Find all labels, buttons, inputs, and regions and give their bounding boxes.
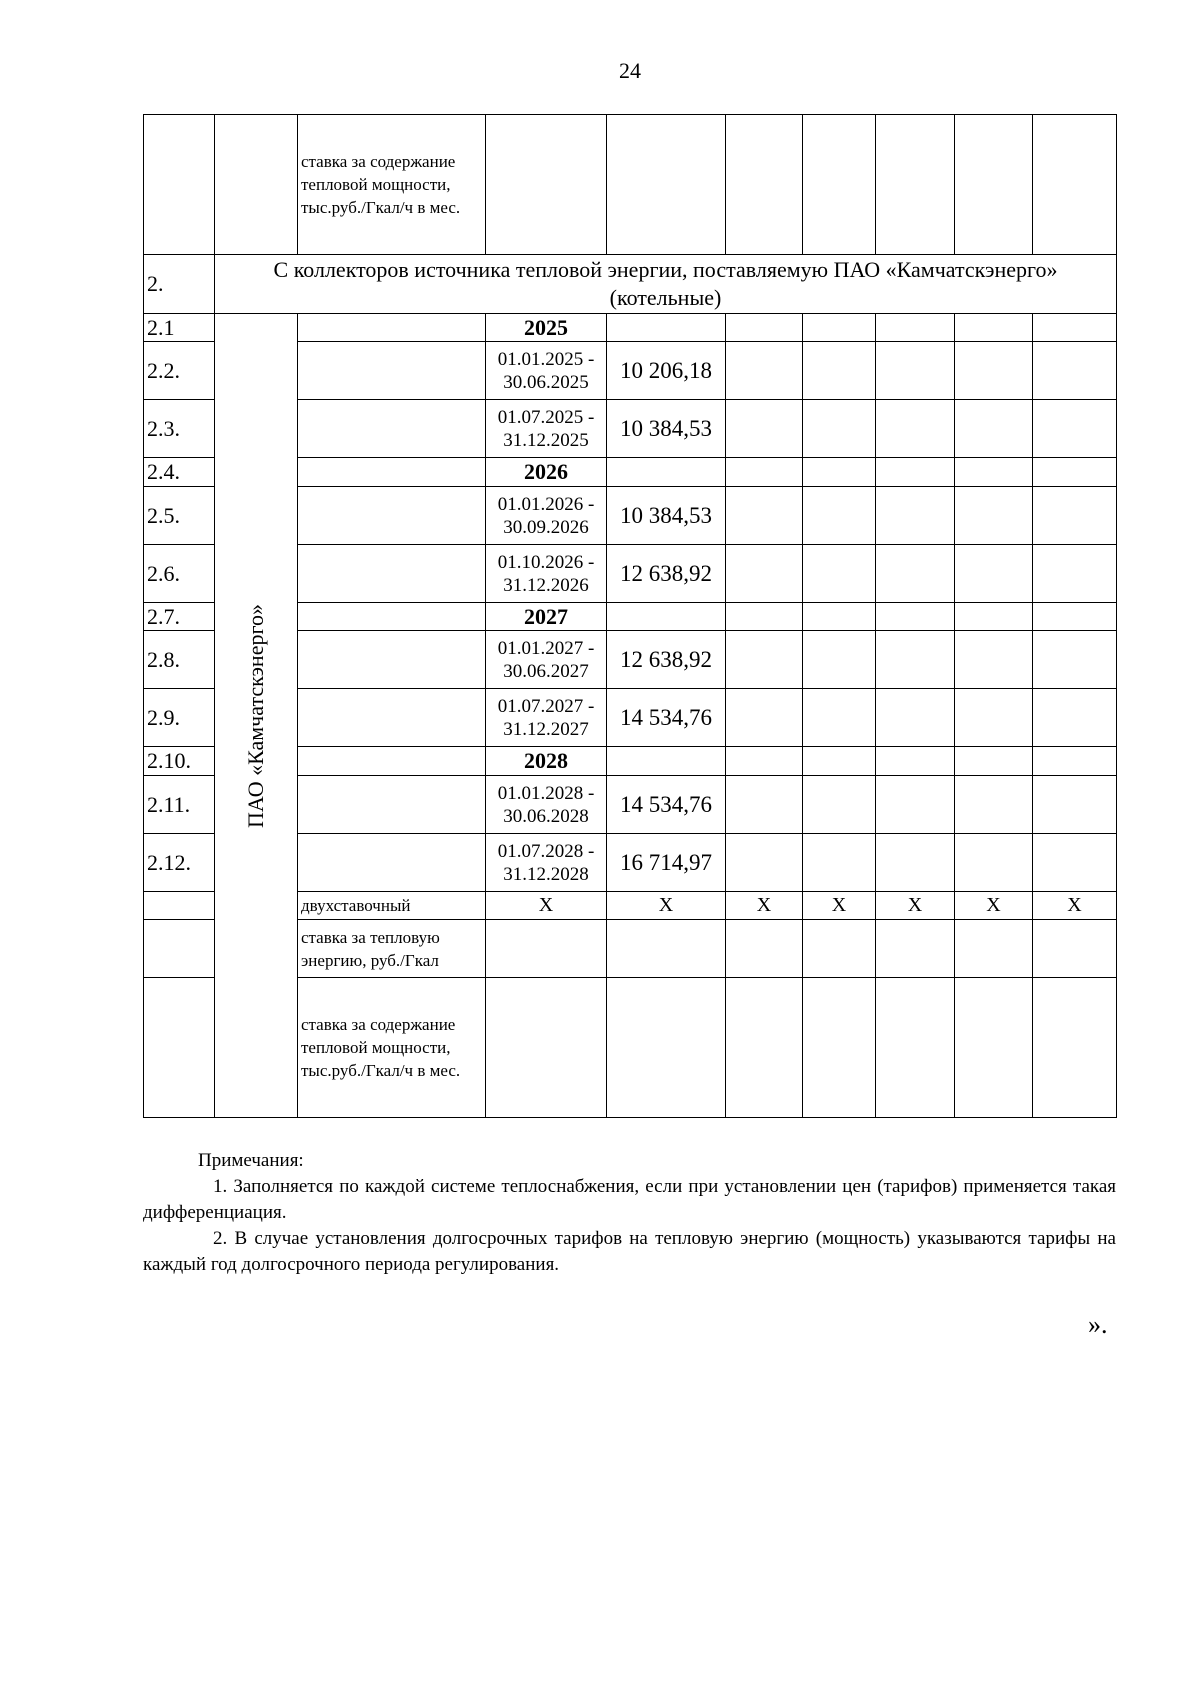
x-mark: Х — [955, 892, 1033, 920]
period-cell: 01.01.2028 - 30.06.2028 — [486, 776, 607, 834]
period-cell: 01.07.2027 - 31.12.2027 — [486, 689, 607, 747]
tariff-value: 12 638,92 — [607, 631, 726, 689]
section-number: 2. — [144, 255, 215, 314]
x-mark: Х — [486, 892, 607, 920]
row-number: 2.8. — [144, 631, 215, 689]
row-number: 2.4. — [144, 458, 215, 487]
period-cell: 01.01.2027 - 30.06.2027 — [486, 631, 607, 689]
organization-cell — [215, 314, 298, 1118]
tariff-table — [143, 114, 1117, 1118]
capacity-rate-label: ставка за содержание тепловой мощности, тыс.руб./Гкал/ч в мес. — [298, 115, 486, 255]
row-number: 2.5. — [144, 487, 215, 545]
row-number: 2.12. — [144, 834, 215, 892]
period-cell: 01.01.2025 - 30.06.2025 — [486, 342, 607, 400]
organization-name: ПАО «Камчатскэнерго» — [243, 603, 268, 828]
row-number: 2.3. — [144, 400, 215, 458]
capacity-rate-label: ставка за содержание тепловой мощности, тыс.руб./Гкал/ч в мес. — [298, 978, 486, 1118]
two-part-label: двухставочный — [298, 892, 486, 920]
notes-heading: Примечания: — [198, 1150, 304, 1171]
closing-quote: ». — [1088, 1310, 1108, 1339]
period-cell: 01.07.2028 - 31.12.2028 — [486, 834, 607, 892]
row-number: 2.7. — [144, 603, 215, 631]
year-label: 2027 — [486, 603, 607, 631]
tariff-value: 12 638,92 — [607, 545, 726, 603]
row-number: 2.9. — [144, 689, 215, 747]
section-title: С коллекторов источника тепловой энергии, поставляемую ПАО «Камчатскэнерго» (котельные) — [215, 255, 1117, 314]
period-cell: 01.01.2026 - 30.09.2026 — [486, 487, 607, 545]
x-mark: Х — [803, 892, 876, 920]
row-number: 2.2. — [144, 342, 215, 400]
notes-section — [143, 1148, 1116, 1278]
x-mark: Х — [1033, 892, 1117, 920]
year-label: 2028 — [486, 747, 607, 776]
tariff-value: 10 384,53 — [607, 487, 726, 545]
year-label: 2025 — [486, 314, 607, 342]
row-number: 2.1 — [144, 314, 215, 342]
page-number: 24 — [619, 58, 641, 83]
year-label: 2026 — [486, 458, 607, 487]
tariff-value: 10 384,53 — [607, 400, 726, 458]
section-header-row — [144, 255, 1117, 314]
table-row — [144, 115, 1117, 255]
row-number: 2.6. — [144, 545, 215, 603]
note-item: 2. В случае установления долгосрочных тарифов на тепловую энергию (мощность) указываются тарифы на каждый год долгосрочного периода регулирования. — [143, 1228, 1116, 1275]
period-cell: 01.07.2025 - 31.12.2025 — [486, 400, 607, 458]
note-item: 1. Заполняется по каждой системе теплоснабжения, если при установлении цен (тарифов) применяется такая дифференциация. — [143, 1176, 1116, 1223]
row-number: 2.10. — [144, 747, 215, 776]
x-mark: Х — [607, 892, 726, 920]
x-mark: Х — [876, 892, 955, 920]
x-mark: Х — [726, 892, 803, 920]
tariff-value: 14 534,76 — [607, 689, 726, 747]
tariff-value: 10 206,18 — [607, 342, 726, 400]
tariff-value: 16 714,97 — [607, 834, 726, 892]
table-row — [144, 314, 1117, 342]
tariff-value: 14 534,76 — [607, 776, 726, 834]
row-number: 2.11. — [144, 776, 215, 834]
energy-rate-label: ставка за тепловую энергию, руб./Гкал — [298, 920, 486, 978]
period-cell: 01.10.2026 - 31.12.2026 — [486, 545, 607, 603]
